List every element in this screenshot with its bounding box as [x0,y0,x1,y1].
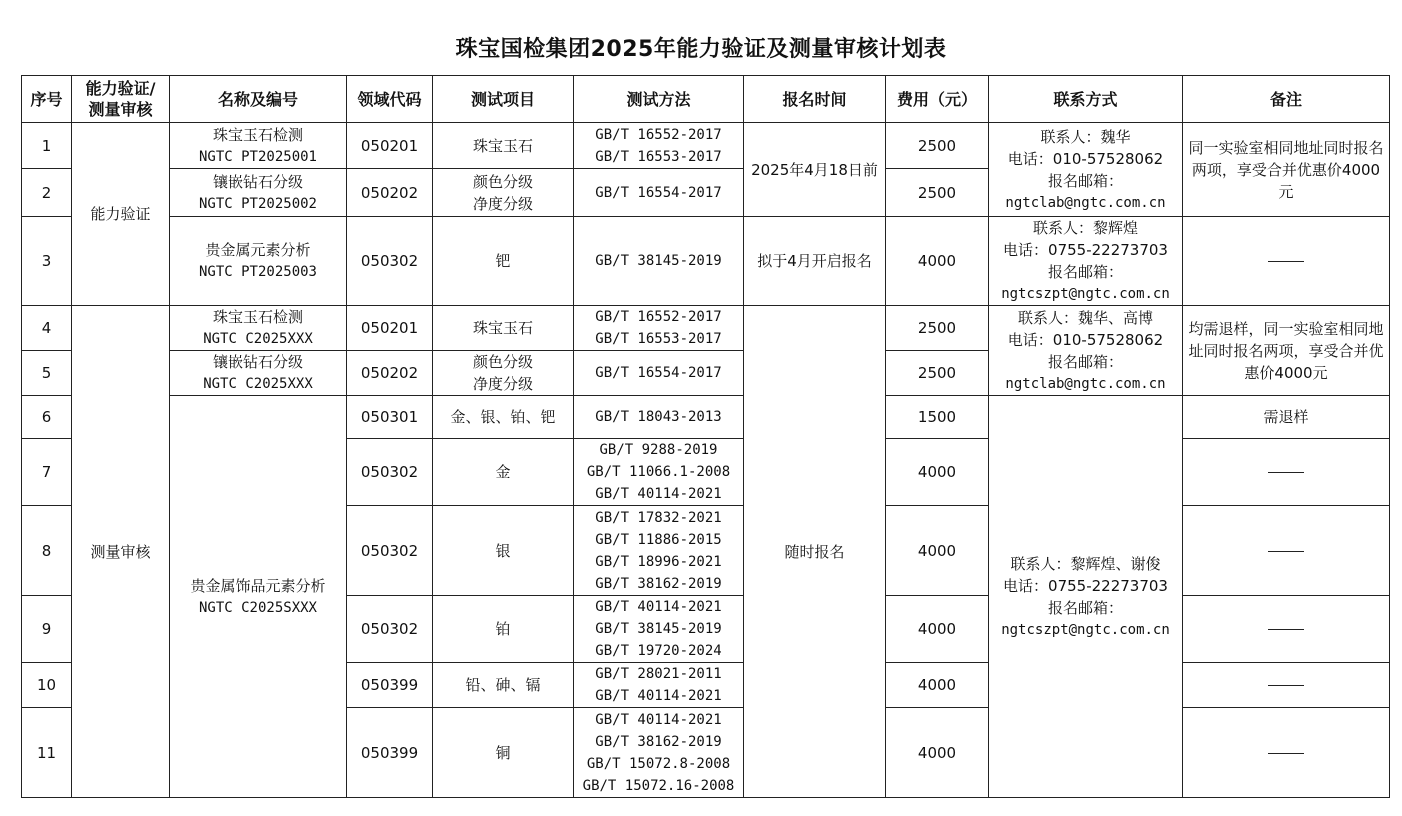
header-type [72,76,170,123]
method-line: GB/T 40114-2021 [595,486,722,502]
remark-6: 需退样 [1183,396,1390,439]
item-line: 金 [495,463,511,481]
contact-person: 联系人：黎辉煌 [1032,219,1138,237]
header-contact: 联系方式 [989,76,1183,123]
row-test-method [574,596,744,663]
row-domain-code: 050302 [347,439,433,506]
name-line: 镶嵌钻石分级 [212,172,303,191]
row-fee: 2500 [886,306,989,351]
row-name [170,217,347,306]
name-code: NGTC PT2025003 [198,264,317,280]
item-line: 钯 [495,252,511,270]
remark-empty [1183,708,1390,798]
method-line: GB/T 16554-2017 [595,365,722,381]
method-line: GB/T 28021-2011 [595,666,722,682]
method-line: GB/T 16553-2017 [595,148,722,165]
table-row [22,217,1390,306]
method-line: GB/T 38162-2019 [595,733,722,750]
name-code: NGTC PT2025002 [198,195,317,212]
dash-mark [1268,472,1304,473]
category-measurement: 测量审核 [72,306,170,798]
row-test-item [433,439,574,506]
row-test-method [574,351,744,396]
name-code: NGTC C2025XXX [203,376,313,392]
item-line: 净度分级 [472,194,533,213]
contact-email: ngtcszpt@ngtc.com.cn [1001,286,1170,302]
contact-email: ngtclab@ngtc.com.cn [1005,375,1166,392]
row-domain-code: 050301 [347,396,433,439]
contact-d [989,396,1183,798]
name-code: NGTC PT2025001 [198,148,317,165]
name-line: 贵金属饰品元素分析 [190,576,326,595]
contact-email: ngtcszpt@ngtc.com.cn [1001,621,1170,638]
contact-email-label: 报名邮箱： [1047,263,1123,281]
remark-empty [1183,663,1390,708]
header-fee: 费用（元） [886,76,989,123]
row-test-item [433,708,574,798]
method-line: GB/T 40114-2021 [595,688,722,704]
name-line: 镶嵌钻石分级 [212,353,303,371]
row-no: 11 [22,708,72,798]
contact-phone: 电话：010-57528062 [1007,149,1164,168]
header-no: 序号 [22,76,72,123]
row-test-item [433,306,574,351]
row-test-method [574,396,744,439]
row-domain-code: 050302 [347,596,433,663]
row-test-method [574,306,744,351]
page-title: 珠宝国检集团2025年能力验证及测量审核计划表 [455,37,947,62]
name-line: 贵金属元素分析 [205,241,311,259]
contact-person: 联系人：黎辉煌、谢俊 [1010,554,1161,573]
row-test-item [433,123,574,169]
row-domain-code: 050202 [347,169,433,217]
dash-mark [1268,685,1304,686]
contact-email-label: 报名邮箱： [1047,352,1123,371]
row-fee: 4000 [886,708,989,798]
row-name [170,169,347,217]
row-test-item [433,396,574,439]
row-fee: 4000 [886,506,989,596]
header-type-line2: 测量审核 [88,100,153,119]
row-test-item [433,506,574,596]
method-line: GB/T 15072.8-2008 [586,755,731,772]
method-line: GB/T 16554-2017 [595,184,722,201]
item-line: 颜色分级 [472,172,533,191]
contact-person: 联系人：魏华、高博 [1017,308,1153,327]
row-test-item [433,217,574,306]
row-test-method [574,169,744,217]
method-line: GB/T 38145-2019 [595,253,722,269]
contact-email: ngtclab@ngtc.com.cn [1005,194,1166,211]
row-fee: 4000 [886,663,989,708]
dash-mark [1268,629,1304,630]
row-test-item [433,351,574,396]
name-line: 珠宝玉石检测 [212,125,303,144]
row-domain-code: 050302 [347,217,433,306]
table-row [22,123,1390,169]
signup-time-pt-3: 拟于4月开启报名 [744,217,886,306]
table-row [22,306,1390,351]
method-line: GB/T 15072.16-2008 [582,777,735,794]
contact-phone: 电话：010-57528062 [1007,330,1164,349]
row-test-item [433,169,574,217]
method-line: GB/T 38145-2019 [595,621,722,637]
name-code: NGTC C2025XXX [203,331,313,347]
item-line: 铅、砷、镉 [465,676,541,694]
header-test-item: 测试项目 [433,76,574,123]
precious-metal-name [170,396,347,798]
row-domain-code: 050202 [347,351,433,396]
method-line: GB/T 18996-2021 [595,553,722,570]
row-no: 3 [22,217,72,306]
contact-email-label: 报名邮箱： [1047,598,1123,617]
row-test-method [574,217,744,306]
remark-4-5: 均需退样，同一实验室相同地址同时报名两项，享受合并优惠价4000元 [1183,306,1390,396]
row-test-item [433,596,574,663]
item-line: 颜色分级 [472,353,533,371]
dash-mark [1268,753,1304,754]
remark-empty [1183,217,1390,306]
row-no: 1 [22,123,72,169]
row-test-method [574,506,744,596]
name-line: 珠宝玉石检测 [212,308,303,326]
item-line: 净度分级 [472,375,533,393]
item-line: 银 [495,541,511,560]
row-no: 6 [22,396,72,439]
name-code: NGTC C2025SXXX [198,599,317,616]
contact-a [989,123,1183,217]
contact-phone: 电话：0755-22273703 [1003,576,1168,595]
row-no: 2 [22,169,72,217]
row-no: 8 [22,506,72,596]
row-test-method [574,123,744,169]
contact-person: 联系人：魏华 [1040,127,1131,146]
row-domain-code: 050201 [347,123,433,169]
row-fee: 2500 [886,351,989,396]
method-line: GB/T 11886-2015 [595,531,722,548]
method-line: GB/T 16552-2017 [595,309,722,325]
method-line: GB/T 38162-2019 [595,575,722,592]
method-line: GB/T 18043-2013 [595,409,722,425]
remark-empty [1183,439,1390,506]
header-row [22,76,1390,123]
row-fee: 4000 [886,439,989,506]
remark-empty [1183,596,1390,663]
row-fee: 4000 [886,217,989,306]
row-test-item [433,663,574,708]
row-name [170,351,347,396]
dash-mark [1268,551,1304,552]
contact-c [989,306,1183,396]
method-line: GB/T 16552-2017 [595,126,722,143]
method-line: GB/T 19720-2024 [595,643,722,659]
row-no: 4 [22,306,72,351]
row-no: 7 [22,439,72,506]
row-name [170,306,347,351]
contact-b [989,217,1183,306]
row-test-method [574,663,744,708]
contact-email-label: 报名邮箱： [1047,171,1123,190]
row-name [170,123,347,169]
dash-mark [1268,261,1304,262]
header-name: 名称及编号 [170,76,347,123]
item-line: 珠宝玉石 [472,319,533,337]
method-line: GB/T 9288-2019 [599,442,718,458]
row-test-method [574,708,744,798]
signup-time-pt-1-2: 2025年4月18日前 [744,123,886,217]
remark-1-2: 同一实验室相同地址同时报名两项，享受合并优惠价4000元 [1183,123,1390,217]
item-line: 金、银、铂、钯 [450,408,556,426]
row-domain-code: 050201 [347,306,433,351]
row-domain-code: 050302 [347,506,433,596]
method-line: GB/T 40114-2021 [595,599,722,615]
item-line: 珠宝玉石 [472,136,533,155]
table-row [22,396,1390,439]
header-test-method: 测试方法 [574,76,744,123]
method-line: GB/T 40114-2021 [595,711,722,728]
row-test-method [574,439,744,506]
row-fee: 4000 [886,596,989,663]
remark-empty [1183,506,1390,596]
row-fee: 1500 [886,396,989,439]
method-line: GB/T 17832-2021 [595,509,722,526]
header-type-line1: 能力验证/ [85,79,156,98]
row-no: 5 [22,351,72,396]
plan-table [21,75,1390,798]
category-proficiency: 能力验证 [72,123,170,306]
row-fee: 2500 [886,123,989,169]
item-line: 铜 [495,743,511,762]
signup-time-audit: 随时报名 [744,306,886,798]
row-no: 10 [22,663,72,708]
row-domain-code: 050399 [347,708,433,798]
item-line: 铂 [495,620,511,638]
contact-phone: 电话：0755-22273703 [1003,241,1168,259]
row-fee: 2500 [886,169,989,217]
header-remarks: 备注 [1183,76,1390,123]
header-signup-time: 报名时间 [744,76,886,123]
method-line: GB/T 11066.1-2008 [586,464,731,480]
row-no: 9 [22,596,72,663]
method-line: GB/T 16553-2017 [595,331,722,347]
row-domain-code: 050399 [347,663,433,708]
header-domain-code: 领域代码 [347,76,433,123]
